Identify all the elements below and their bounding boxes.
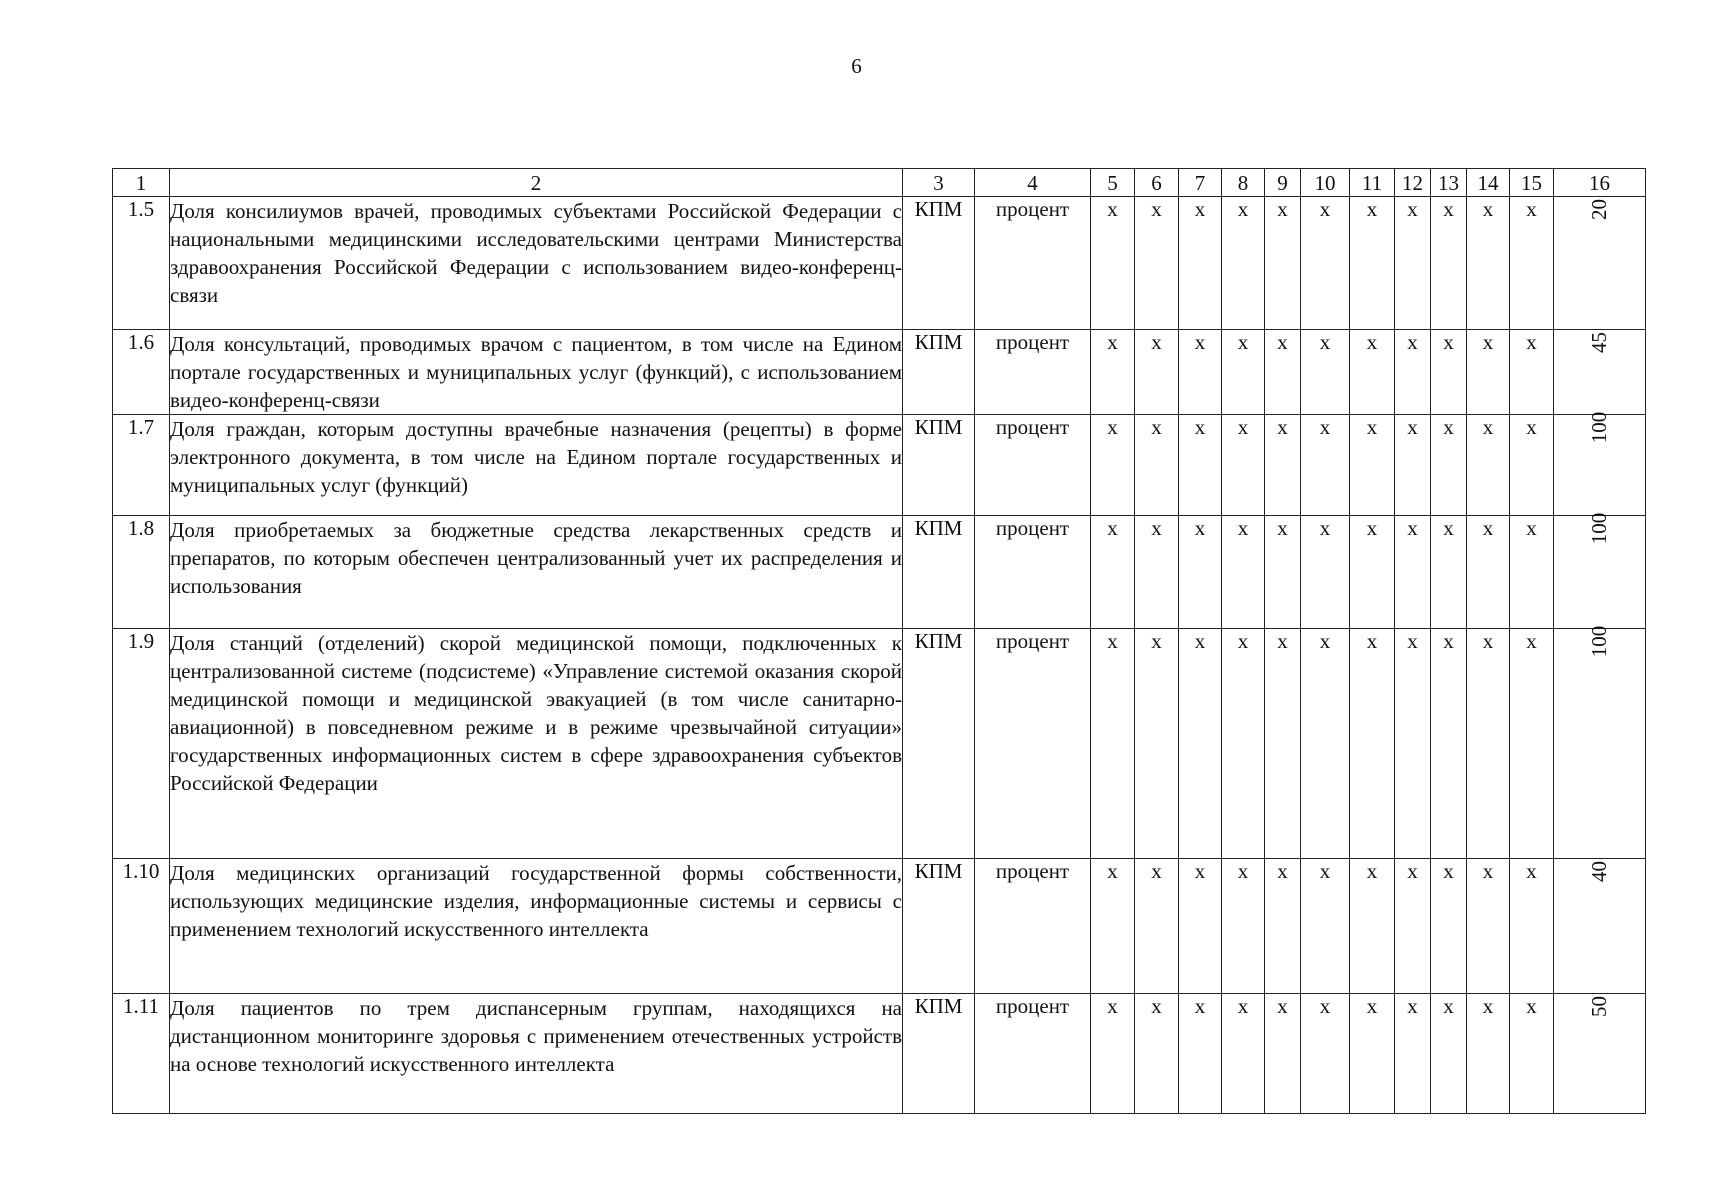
x-mark-cell: х xyxy=(1350,629,1395,859)
x-mark-cell: х xyxy=(1135,994,1179,1114)
indicator-description: Доля консилиумов врачей, проводимых субъектами Российской Федерации с национальными медицинскими исследовательскими центрами Министерства здравоохранения Российской Федерации с использованием видео-конференц-связи xyxy=(170,197,903,330)
x-mark-cell: х xyxy=(1467,330,1510,415)
x-mark-cell: х xyxy=(1265,629,1301,859)
unit-of-measure: процент xyxy=(975,516,1091,629)
x-mark-cell: х xyxy=(1350,859,1395,994)
target-value: 100 xyxy=(1587,512,1611,545)
x-mark-cell: х xyxy=(1265,859,1301,994)
table-row xyxy=(113,859,1646,994)
column-header: 7 xyxy=(1179,169,1222,197)
x-mark-cell: х xyxy=(1510,629,1554,859)
indicator-description: Доля консультаций, проводимых врачом с пациентом, в том числе на Едином портале государственных и муниципальных услуг (функций), с использованием видео-конференц-связи xyxy=(170,330,903,415)
x-mark-cell: х xyxy=(1091,629,1135,859)
x-mark-cell: х xyxy=(1467,415,1510,516)
x-mark-cell: х xyxy=(1350,994,1395,1114)
indicator-type: КПМ xyxy=(903,197,975,330)
target-value: 100 xyxy=(1587,411,1611,444)
x-mark-cell: х xyxy=(1179,415,1222,516)
unit-of-measure: процент xyxy=(975,629,1091,859)
unit-of-measure: процент xyxy=(975,330,1091,415)
x-mark-cell: х xyxy=(1222,994,1265,1114)
table-body xyxy=(113,197,1646,1114)
row-number: 1.9 xyxy=(113,629,170,859)
x-mark-cell: х xyxy=(1222,859,1265,994)
row-number: 1.8 xyxy=(113,516,170,629)
x-mark-cell: х xyxy=(1510,330,1554,415)
x-mark-cell: х xyxy=(1265,330,1301,415)
x-mark-cell: х xyxy=(1135,415,1179,516)
x-mark-cell: х xyxy=(1510,994,1554,1114)
unit-of-measure: процент xyxy=(975,859,1091,994)
row-number: 1.11 xyxy=(113,994,170,1114)
x-mark-cell: х xyxy=(1395,330,1431,415)
unit-of-measure: процент xyxy=(975,197,1091,330)
x-mark-cell: х xyxy=(1350,197,1395,330)
page-number: 6 xyxy=(851,54,862,78)
x-mark-cell: х xyxy=(1395,516,1431,629)
x-mark-cell: х xyxy=(1431,859,1467,994)
row-number: 1.5 xyxy=(113,197,170,330)
column-header: 4 xyxy=(975,169,1091,197)
indicator-type: КПМ xyxy=(903,629,975,859)
x-mark-cell: х xyxy=(1179,330,1222,415)
x-mark-cell: х xyxy=(1431,415,1467,516)
x-mark-cell: х xyxy=(1301,330,1350,415)
row-number: 1.7 xyxy=(113,415,170,516)
x-mark-cell: х xyxy=(1510,516,1554,629)
indicator-description: Доля станций (отделений) скорой медицинской помощи, подключенных к централизованной системе (подсистеме) «Управление системой оказания скорой медицинской помощи и медицинской эвакуацией (в том числе санитарно-авиационной) в повседневном режиме и в режиме чрезвычайной ситуации» государственных информационных систем в сфере здравоохранения субъектов Российской Федерации xyxy=(170,629,903,859)
x-mark-cell: х xyxy=(1395,859,1431,994)
x-mark-cell: х xyxy=(1135,197,1179,330)
indicator-description: Доля пациентов по трем диспансерным группам, находящихся на дистанционном мониторинге здоровья с применением отечественных устройств на основе технологий искусственного интеллекта xyxy=(170,994,903,1114)
target-value-cell xyxy=(1554,994,1646,1114)
x-mark-cell: х xyxy=(1431,629,1467,859)
indicator-type: КПМ xyxy=(903,859,975,994)
x-mark-cell: х xyxy=(1222,629,1265,859)
column-header: 14 xyxy=(1467,169,1510,197)
x-mark-cell: х xyxy=(1179,859,1222,994)
x-mark-cell: х xyxy=(1135,330,1179,415)
indicator-description: Доля медицинских организаций государственной формы собственности, использующих медицинские изделия, информационные системы и сервисы с применением технологий искусственного интеллекта xyxy=(170,859,903,994)
x-mark-cell: х xyxy=(1350,516,1395,629)
x-mark-cell: х xyxy=(1301,415,1350,516)
column-header: 13 xyxy=(1431,169,1467,197)
x-mark-cell: х xyxy=(1091,415,1135,516)
column-header: 10 xyxy=(1301,169,1350,197)
x-mark-cell: х xyxy=(1091,330,1135,415)
x-mark-cell: х xyxy=(1350,330,1395,415)
indicator-type: КПМ xyxy=(903,415,975,516)
indicator-type: КПМ xyxy=(903,994,975,1114)
x-mark-cell: х xyxy=(1350,415,1395,516)
table-row xyxy=(113,994,1646,1114)
table-row xyxy=(113,415,1646,516)
x-mark-cell: х xyxy=(1431,197,1467,330)
x-mark-cell: х xyxy=(1265,415,1301,516)
column-header: 6 xyxy=(1135,169,1179,197)
x-mark-cell: х xyxy=(1395,415,1431,516)
x-mark-cell: х xyxy=(1301,859,1350,994)
x-mark-cell: х xyxy=(1135,629,1179,859)
x-mark-cell: х xyxy=(1222,415,1265,516)
column-header: 2 xyxy=(170,169,903,197)
x-mark-cell: х xyxy=(1510,415,1554,516)
x-mark-cell: х xyxy=(1467,629,1510,859)
column-header: 9 xyxy=(1265,169,1301,197)
x-mark-cell: х xyxy=(1265,197,1301,330)
column-header: 12 xyxy=(1395,169,1431,197)
x-mark-cell: х xyxy=(1265,516,1301,629)
column-header: 1 xyxy=(113,169,170,197)
x-mark-cell: х xyxy=(1431,516,1467,629)
x-mark-cell: х xyxy=(1431,330,1467,415)
x-mark-cell: х xyxy=(1179,197,1222,330)
x-mark-cell: х xyxy=(1395,994,1431,1114)
unit-of-measure: процент xyxy=(975,994,1091,1114)
target-value-cell xyxy=(1554,625,1646,859)
column-header: 11 xyxy=(1350,169,1395,197)
column-header: 8 xyxy=(1222,169,1265,197)
x-mark-cell: х xyxy=(1301,516,1350,629)
x-mark-cell: х xyxy=(1135,516,1179,629)
header-row xyxy=(113,169,1646,197)
x-mark-cell: х xyxy=(1510,859,1554,994)
x-mark-cell: х xyxy=(1091,197,1135,330)
indicator-type: КПМ xyxy=(903,330,975,415)
indicators-table xyxy=(112,168,1646,1114)
indicator-description: Доля приобретаемых за бюджетные средства лекарственных средств и препаратов, по которым обеспечен централизованный учет их распределения и использования xyxy=(170,516,903,629)
column-header: 3 xyxy=(903,169,975,197)
x-mark-cell: х xyxy=(1179,516,1222,629)
column-header: 16 xyxy=(1554,169,1646,197)
x-mark-cell: х xyxy=(1179,629,1222,859)
x-mark-cell: х xyxy=(1091,994,1135,1114)
x-mark-cell: х xyxy=(1467,994,1510,1114)
target-value: 45 xyxy=(1587,332,1611,353)
x-mark-cell: х xyxy=(1301,994,1350,1114)
unit-of-measure: процент xyxy=(975,415,1091,516)
x-mark-cell: х xyxy=(1301,197,1350,330)
row-number: 1.10 xyxy=(113,859,170,994)
x-mark-cell: х xyxy=(1091,516,1135,629)
x-mark-cell: х xyxy=(1222,197,1265,330)
x-mark-cell: х xyxy=(1301,629,1350,859)
target-value: 40 xyxy=(1587,861,1611,882)
indicator-description: Доля граждан, которым доступны врачебные назначения (рецепты) в форме электронного документа, в том числе на Едином портале государственных и муниципальных услуг (функций) xyxy=(170,415,903,516)
target-value: 50 xyxy=(1587,996,1611,1017)
x-mark-cell: х xyxy=(1179,994,1222,1114)
indicator-type: КПМ xyxy=(903,516,975,629)
table-row xyxy=(113,629,1646,859)
x-mark-cell: х xyxy=(1467,859,1510,994)
target-value: 100 xyxy=(1587,625,1611,658)
column-header: 5 xyxy=(1091,169,1135,197)
x-mark-cell: х xyxy=(1222,330,1265,415)
x-mark-cell: х xyxy=(1510,197,1554,330)
x-mark-cell: х xyxy=(1265,994,1301,1114)
table-row xyxy=(113,330,1646,415)
x-mark-cell: х xyxy=(1431,994,1467,1114)
x-mark-cell: х xyxy=(1467,197,1510,330)
column-header: 15 xyxy=(1510,169,1554,197)
target-value: 20 xyxy=(1587,199,1611,220)
row-number: 1.6 xyxy=(113,330,170,415)
x-mark-cell: х xyxy=(1091,859,1135,994)
x-mark-cell: х xyxy=(1467,516,1510,629)
x-mark-cell: х xyxy=(1222,516,1265,629)
table-row xyxy=(113,197,1646,330)
x-mark-cell: х xyxy=(1135,859,1179,994)
x-mark-cell: х xyxy=(1395,197,1431,330)
x-mark-cell: х xyxy=(1395,629,1431,859)
table-row xyxy=(113,516,1646,629)
